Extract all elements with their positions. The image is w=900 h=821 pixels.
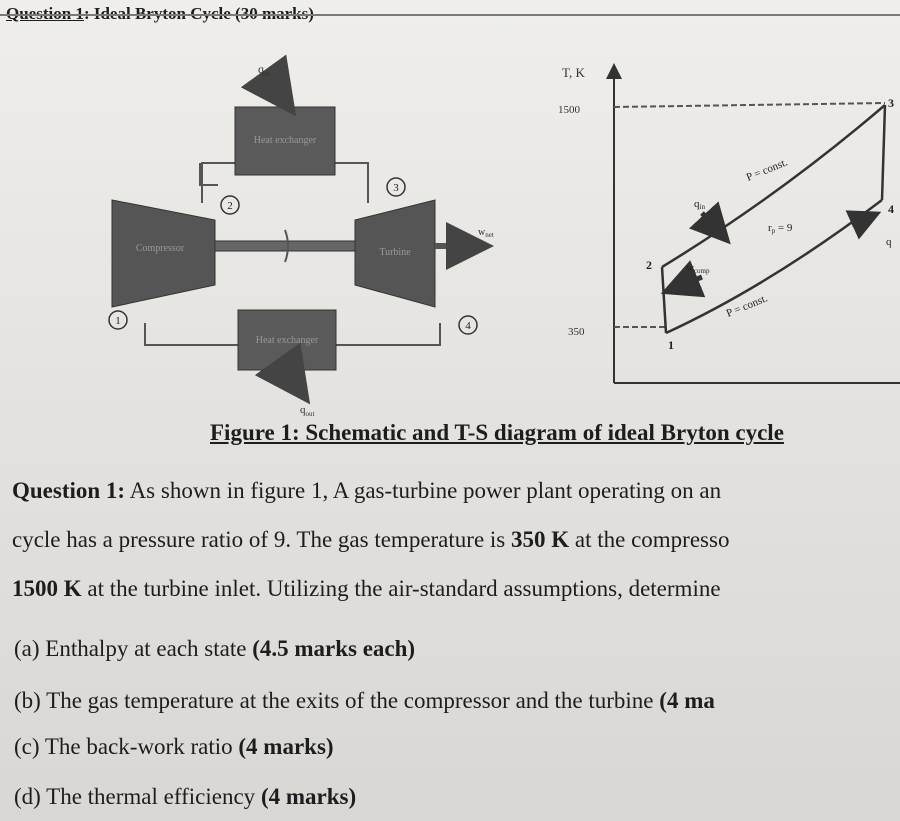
ts-state-4: 4 (888, 202, 894, 216)
t-axis-label: T, K (562, 65, 585, 80)
ts-state-1: 1 (668, 338, 674, 352)
ts-q-out-label: q (886, 236, 892, 248)
question-paragraph (12, 466, 900, 613)
turbine-label: Turbine (379, 247, 411, 258)
pipe-1 (145, 323, 238, 345)
header-rule (0, 14, 900, 16)
pipe-4 (336, 323, 440, 345)
state-2-marker (221, 196, 239, 214)
process-3-4 (882, 105, 885, 200)
svg-text:2: 2 (227, 200, 233, 212)
part-b: (b) The gas temperature at the exits of the compressor and the turbine (4 ma (14, 688, 715, 713)
ts-state-2: 2 (646, 258, 652, 272)
question-number: Question 1 (6, 4, 84, 23)
figure-caption: Figure 1: Schematic and T-S diagram of ideal Bryton cycle (210, 420, 784, 445)
w-net-label: $w_{net}$ (478, 227, 494, 239)
pipe-hx-to-turbine (335, 163, 368, 203)
svg-text:3: 3 (393, 182, 399, 194)
part-a: (a) Enthalpy at each state (4.5 marks each) (14, 636, 416, 661)
temp-low-label: 350 (568, 326, 585, 338)
svg-text:1: 1 (115, 315, 121, 327)
ts-w-comp-label: wcomp (686, 262, 710, 275)
compressor-label: Compressor (135, 243, 185, 254)
q-in-arrow (270, 80, 288, 105)
ts-p-const-top: P = const. (744, 156, 790, 184)
svg-text:4: 4 (465, 320, 471, 332)
shaft (215, 241, 355, 251)
part-d: (d) The thermal efficiency (4 marks) (14, 784, 357, 809)
ts-state-3: 3 (888, 96, 894, 110)
q-out-arrow (287, 372, 302, 393)
state-4-marker (459, 316, 477, 334)
cycle-schematic (90, 45, 610, 465)
q-in-label: $q_{in}$ (258, 62, 271, 78)
state-1-marker (109, 311, 127, 329)
question-title: : Ideal Bryton Cycle (30 marks) (83, 4, 314, 23)
pipe-compressor-to-hx (202, 163, 235, 203)
ts-rp: rp = 9 (768, 222, 793, 235)
question-line-2: cycle has a pressure ratio of 9. The gas temperature is 350 K at the compresso (12, 527, 730, 552)
q-out-label: $q_{out}$ (300, 404, 315, 418)
temp-high-line (614, 103, 885, 107)
process-2-3 (662, 105, 885, 267)
ts-p-const-bottom: P = const. (724, 292, 770, 320)
heat-exchanger-bottom-label: Heat exchanger (255, 335, 319, 346)
ts-w-comp-arrow (670, 277, 702, 290)
temp-high-label: 1500 (558, 104, 580, 116)
state-3-marker (387, 178, 405, 196)
question-line-1: Question 1: As shown in figure 1, A gas-turbine power plant operating on an (12, 478, 722, 503)
heat-exchanger-top-label: Heat exchanger (253, 135, 317, 146)
part-c: (c) The back-work ratio (4 marks) (14, 734, 334, 759)
process-1-2 (662, 267, 666, 333)
ts-diagram (558, 55, 900, 395)
question-label: Question 1: (12, 478, 126, 503)
question-line-3: 1500 K at the turbine inlet. Utilizing the air-standard assumptions, determine (12, 576, 721, 601)
ts-q-in-label: qin (694, 198, 705, 211)
